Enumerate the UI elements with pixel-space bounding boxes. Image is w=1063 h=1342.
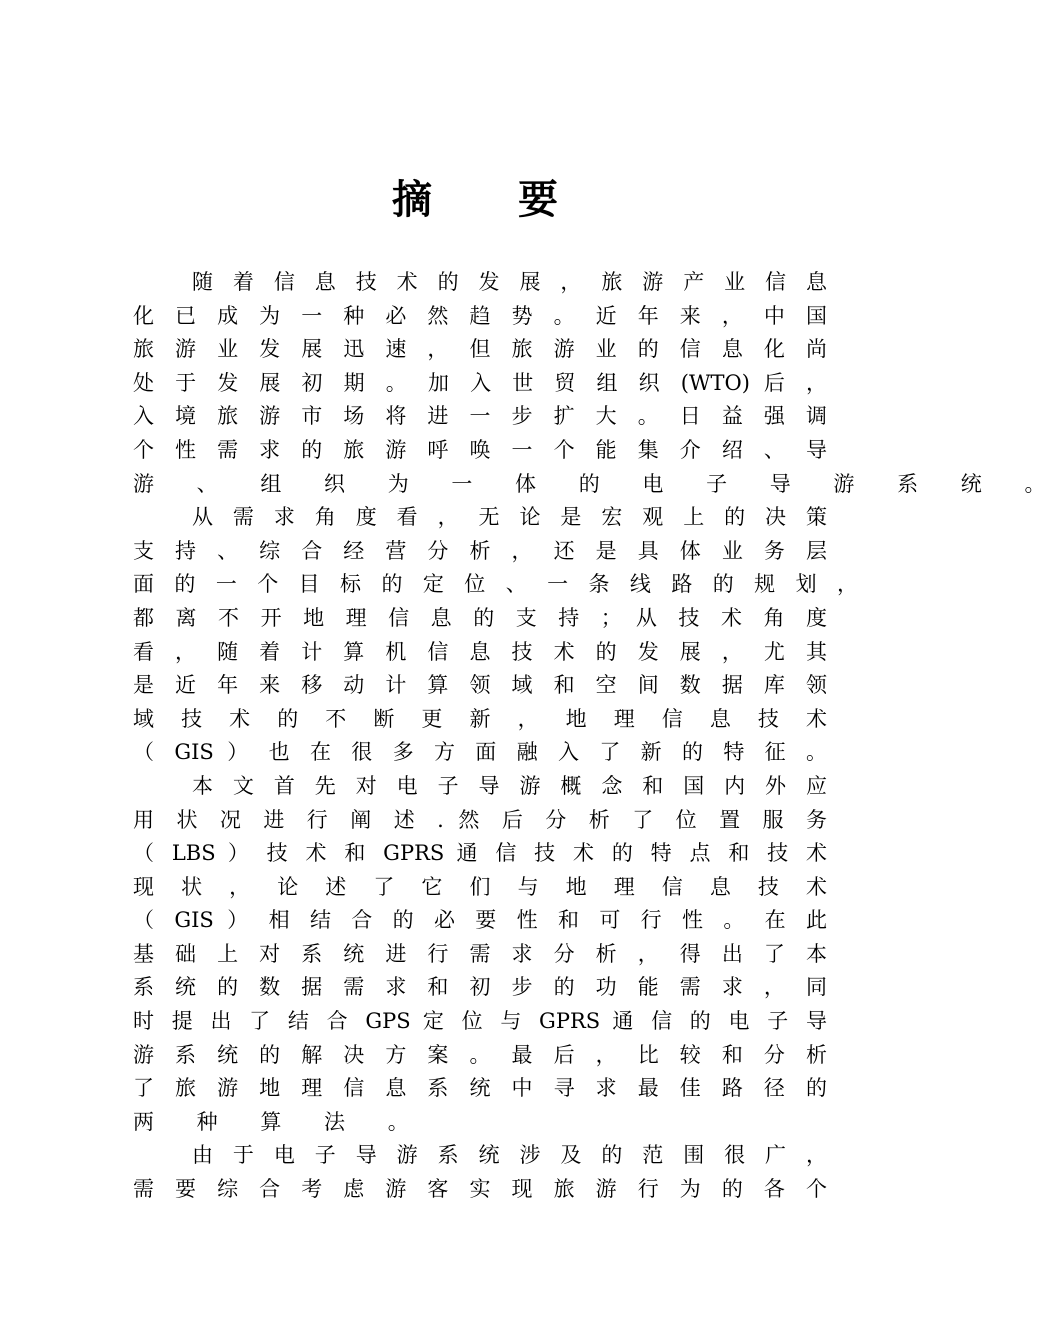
text-line: （ LBS ） 技 术 和 GPRS 通 信 技 术 的 特 点 和 技 术 [133,841,827,866]
text-line: 两 种 算 法 。 [133,1109,427,1134]
abstract-body [133,266,1063,1207]
text-line: 了 旅 游 地 理 信 息 系 统 中 寻 求 最 佳 路 径 的 [133,1076,827,1101]
text-line: 需 要 综 合 考 虑 游 客 实 现 旅 游 行 为 的 各 个 [133,1177,827,1202]
text-line: 游 系 统 的 解 决 方 案 。 最 后 ， 比 较 和 分 析 [133,1042,827,1067]
text-line: 由 于 电 子 导 游 系 统 涉 及 的 范 围 很 广 ， [192,1143,827,1168]
text-line: 看 ， 随 着 计 算 机 信 息 技 术 的 发 展 ， 尤 其 [133,639,827,664]
text-line: 用 状 况 进 行 阐 述 . 然 后 分 析 了 位 置 服 务 [133,807,827,832]
text-line: 时 提 出 了 结 合 GPS 定 位 与 GPRS 通 信 的 电 子 导 [133,1009,827,1034]
text-line: 面 的 一 个 目 标 的 定 位 、 一 条 线 路 的 规 划 ， [133,572,858,597]
text-line: （ GIS ） 也 在 很 多 方 面 融 入 了 新 的 特 征 。 [133,740,827,765]
page-title: 摘 要 [392,176,594,223]
text-line: （ GIS ） 相 结 合 的 必 要 性 和 可 行 性 。 在 此 [133,908,827,933]
text-line: 现 状 ， 论 述 了 它 们 与 地 理 信 息 技 术 [133,874,827,899]
text-line: 游 、 组 织 为 一 体 的 电 子 导 游 系 统 。 [133,471,1063,496]
text-line: 本 文 首 先 对 电 子 导 游 概 念 和 国 内 外 应 [192,773,827,798]
text-line: 个 性 需 求 的 旅 游 呼 唤 一 个 能 集 介 绍 、 导 [133,437,827,462]
text-line: 随 着 信 息 技 术 的 发 展 ， 旅 游 产 业 信 息 [192,270,827,294]
text-line: 基 础 上 对 系 统 进 行 需 求 分 析 ， 得 出 了 本 [133,941,827,966]
text-line: 从 需 求 角 度 看 ， 无 论 是 宏 观 上 的 决 策 [192,505,827,530]
text-line: 化 已 成 为 一 种 必 然 趋 势 。 近 年 来 ， 中 国 [133,303,827,328]
text-line: 支 持 、 综 合 经 营 分 析 ， 还 是 具 体 业 务 层 [133,538,827,563]
text-line: 入 境 旅 游 市 场 将 进 一 步 扩 大 。 日 益 强 调 [133,404,827,429]
text-line: 旅 游 业 发 展 迅 速 ， 但 旅 游 业 的 信 息 化 尚 [133,337,827,362]
text-line: 处 于 发 展 初 期 。 加 入 世 贸 组 织 (WTO) 后 ， [133,370,827,395]
text-line: 域 技 术 的 不 断 更 新 ， 地 理 信 息 技 术 [133,706,827,731]
text-line: 都 离 不 开 地 理 信 息 的 支 持 ； 从 技 术 角 度 [133,605,827,630]
text-line: 系 统 的 数 据 需 求 和 初 步 的 功 能 需 求 ， 同 [133,975,827,1000]
text-line: 是 近 年 来 移 动 计 算 领 域 和 空 间 数 据 库 领 [133,673,827,698]
